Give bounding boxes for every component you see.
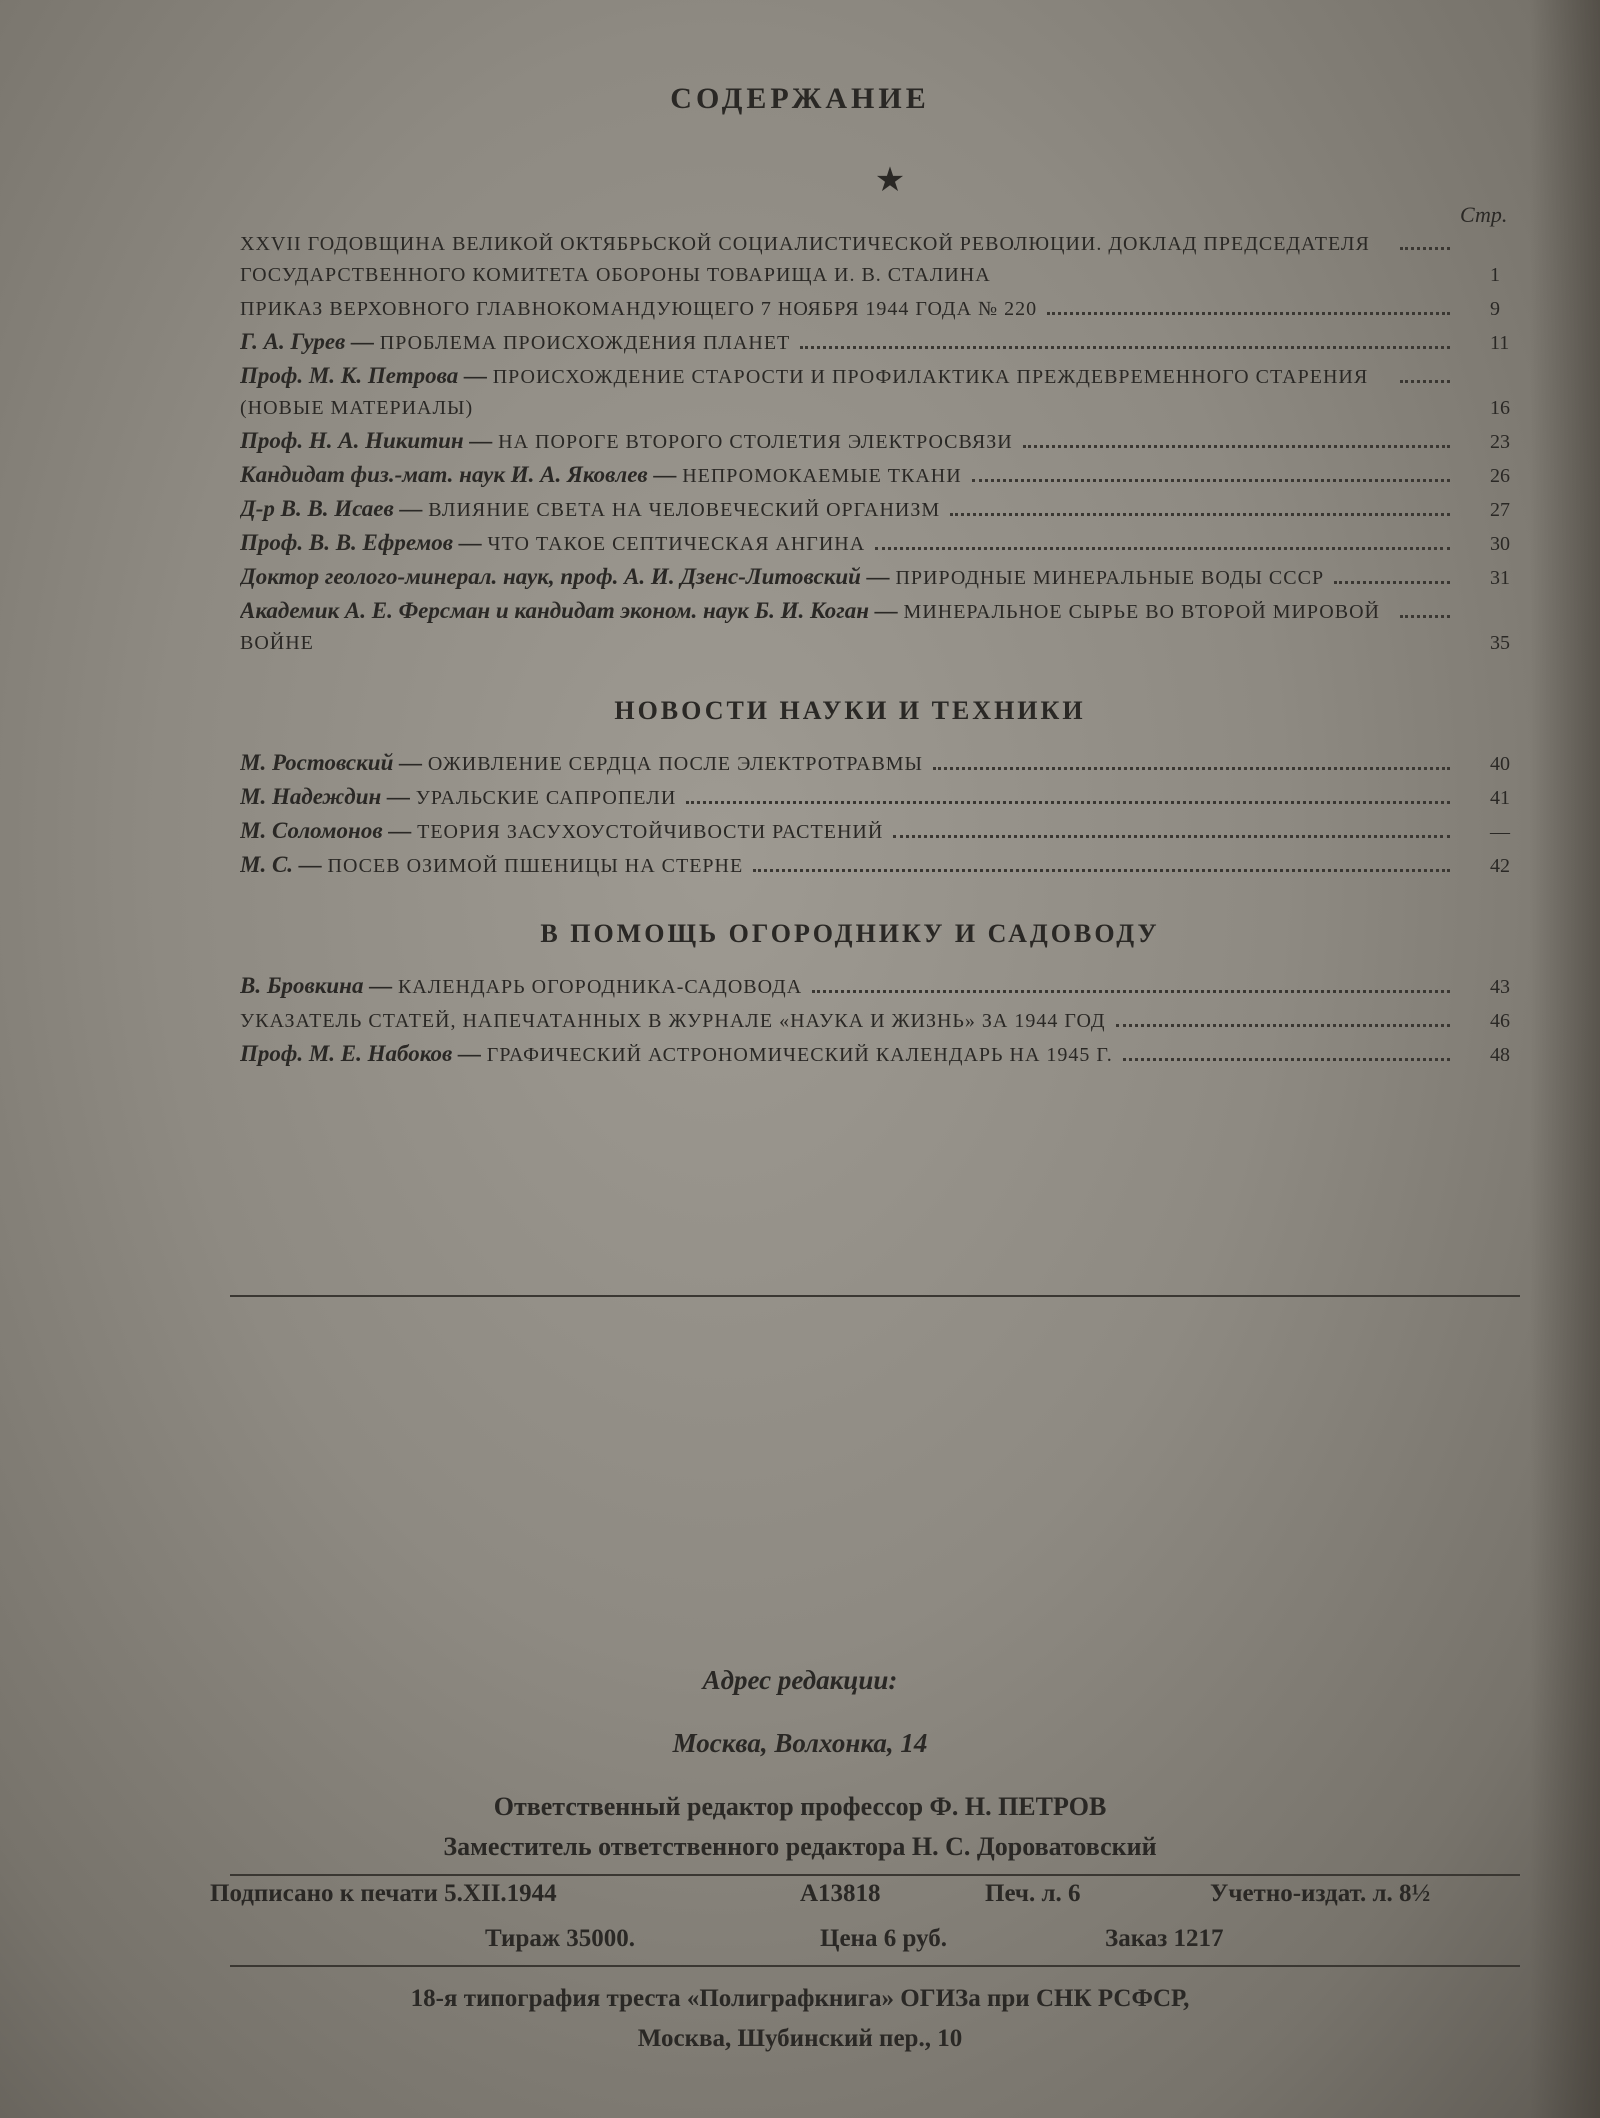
leader-dots bbox=[1334, 581, 1450, 584]
toc-entry-text bbox=[240, 816, 883, 847]
toc-title: XXVII ГОДОВЩИНА ВЕЛИКОЙ ОКТЯБРЬСКОЙ СОЦИАЛИСТИЧЕСКОЙ РЕВОЛЮЦИИ. ДОКЛАД ПРЕДСЕДАТЕЛЯ ГОСУДАРСТВЕННОГО КОМИТЕТА ОБОРОНЫ ТОВАРИЩА И. В. СТАЛИНА bbox=[240, 233, 1370, 286]
toc-entry-text bbox=[240, 971, 802, 1002]
toc-author: Академик А. Е. Ферсман и кандидат эконом. наук Б. И. Коган — bbox=[240, 598, 904, 623]
toc-title: НА ПОРОГЕ ВТОРОГО СТОЛЕТИЯ ЭЛЕКТРОСВЯЗИ bbox=[498, 431, 1013, 453]
leader-dots bbox=[1400, 380, 1450, 383]
toc-entry-text bbox=[240, 528, 865, 559]
imprint-bottom-rule bbox=[230, 1965, 1520, 1967]
toc-author: Кандидат физ.-мат. наук И. А. Яковлев — bbox=[240, 462, 683, 487]
toc-entry-text bbox=[240, 327, 790, 358]
star-icon: ★ bbox=[874, 162, 906, 199]
leader-dots bbox=[933, 767, 1450, 770]
toc-entry bbox=[240, 748, 1510, 779]
leader-dots bbox=[972, 479, 1450, 482]
toc-page-number: 26 bbox=[1490, 465, 1510, 487]
leader-dots bbox=[875, 547, 1450, 550]
toc-author: Проф. В. В. Ефремов — bbox=[240, 530, 488, 555]
toc-entry-text bbox=[240, 460, 962, 491]
toc-entry bbox=[240, 361, 1510, 423]
toc-entry-text bbox=[240, 361, 1390, 423]
toc-title: ПРОИСХОЖДЕНИЕ СТАРОСТИ И ПРОФИЛАКТИКА ПРЕЖДЕВРЕМЕННОГО СТАРЕНИЯ (НОВЫЕ МАТЕРИАЛЫ) bbox=[240, 366, 1369, 419]
toc-entry-text bbox=[240, 494, 940, 525]
address: Москва, Волхонка, 14 bbox=[672, 1728, 928, 1758]
editor-credit: Ответственный редактор профессор Ф. Н. ПЕТРОВ bbox=[493, 1792, 1107, 1821]
toc-title: ОЖИВЛЕНИЕ СЕРДЦА ПОСЛЕ ЭЛЕКТРОТРАВМЫ bbox=[427, 753, 924, 775]
toc-entry bbox=[240, 1005, 1510, 1036]
toc-author: Г. А. Гурев — bbox=[240, 329, 380, 354]
imprint-sheets: Печ. л. 6 bbox=[985, 1880, 1081, 1907]
toc-title: НЕПРОМОКАЕМЫЕ ТКАНИ bbox=[682, 465, 962, 487]
leader-dots bbox=[1400, 247, 1450, 250]
imprint-order: Заказ 1217 bbox=[1105, 1925, 1224, 1952]
leader-dots bbox=[893, 835, 1450, 838]
toc-entry bbox=[240, 816, 1510, 847]
toc-page-number: 31 bbox=[1490, 567, 1510, 589]
toc-entry bbox=[240, 850, 1510, 881]
toc-title: ГРАФИЧЕСКИЙ АСТРОНОМИЧЕСКИЙ КАЛЕНДАРЬ НА 1945 Г. bbox=[486, 1044, 1113, 1066]
leader-dots bbox=[753, 869, 1450, 872]
toc-title: УРАЛЬСКИЕ САПРОПЕЛИ bbox=[415, 787, 677, 809]
toc-page-number: 16 bbox=[1490, 397, 1510, 419]
toc-entry-text bbox=[240, 850, 743, 881]
imprint-signed: Подписано к печати 5.XII.1944 bbox=[210, 1880, 557, 1907]
toc-entry-text bbox=[240, 1005, 1106, 1036]
imprint-run: Тираж 35000. bbox=[485, 1925, 635, 1952]
toc-author: Доктор геолого-минерал. наук, проф. А. И. Дзенс-Литовский — bbox=[240, 564, 896, 589]
toc-page-number: 35 bbox=[1490, 632, 1510, 654]
printer-line-1: 18-я типография треста «Полиграфкнига» ОГИЗа при СНК РСФСР, bbox=[410, 1985, 1190, 2012]
leader-dots bbox=[1047, 312, 1450, 315]
toc-title: ПРИРОДНЫЕ МИНЕРАЛЬНЫЕ ВОДЫ СССР bbox=[895, 567, 1325, 589]
toc-author: Д-р В. В. Исаев — bbox=[240, 496, 429, 521]
leader-dots bbox=[1400, 615, 1450, 618]
toc-title: ПРИКАЗ ВЕРХОВНОГО ГЛАВНОКОМАНДУЮЩЕГО 7 НОЯБРЯ 1944 ГОДА № 220 bbox=[240, 298, 1038, 320]
toc-entry bbox=[240, 782, 1510, 813]
leader-dots bbox=[950, 513, 1450, 516]
toc-entry bbox=[240, 460, 1510, 491]
toc-entry bbox=[240, 228, 1500, 290]
leader-dots bbox=[1123, 1058, 1450, 1061]
toc-entry-text bbox=[240, 228, 1390, 290]
page-column-label: Стр. bbox=[1460, 202, 1508, 227]
toc-entry bbox=[240, 494, 1510, 525]
toc-entry bbox=[240, 971, 1510, 1002]
toc-entry bbox=[240, 426, 1510, 457]
leader-dots bbox=[800, 346, 1450, 349]
toc-entry bbox=[240, 293, 1500, 324]
toc-entry-text bbox=[240, 293, 1037, 324]
toc-page-number: — bbox=[1490, 821, 1510, 843]
toc-entry bbox=[240, 327, 1510, 358]
toc-author: М. Ростовский — bbox=[240, 750, 428, 775]
toc-author: М. Соломонов — bbox=[240, 818, 418, 843]
toc-entry-text bbox=[240, 1039, 1113, 1070]
toc-page-number: 42 bbox=[1490, 855, 1510, 877]
imprint-code: А13818 bbox=[800, 1880, 881, 1907]
toc-title: ВЛИЯНИЕ СВЕТА НА ЧЕЛОВЕЧЕСКИЙ ОРГАНИЗМ bbox=[428, 499, 941, 521]
toc-title: МИНЕРАЛЬНОЕ СЫРЬЕ ВО ВТОРОЙ МИРОВОЙ ВОЙНЕ bbox=[240, 601, 1380, 654]
toc-page-number: 27 bbox=[1490, 499, 1510, 521]
toc-entry-text bbox=[240, 426, 1013, 457]
imprint-top-rule bbox=[230, 1874, 1520, 1876]
toc-entry bbox=[240, 596, 1510, 658]
leader-dots bbox=[812, 990, 1450, 993]
toc-news-section bbox=[240, 748, 1510, 881]
toc-page-number: 23 bbox=[1490, 431, 1510, 453]
imprint-pub-sheets: Учетно-издат. л. 8½ bbox=[1210, 1880, 1431, 1907]
address-label: Адрес редакции: bbox=[702, 1665, 898, 1695]
leader-dots bbox=[1023, 445, 1450, 448]
toc-page-number: 30 bbox=[1490, 533, 1510, 555]
toc-entry bbox=[240, 1039, 1510, 1070]
toc-page-number: 9 bbox=[1490, 298, 1500, 320]
toc-page-number: 40 bbox=[1490, 753, 1510, 775]
toc-page-number: 48 bbox=[1490, 1044, 1510, 1066]
toc-author: Проф. М. К. Петрова — bbox=[240, 363, 493, 388]
section-title-news: НОВОСТИ НАУКИ И ТЕХНИКИ bbox=[614, 696, 1086, 725]
toc-entry bbox=[240, 528, 1510, 559]
toc-author: Проф. Н. А. Никитин — bbox=[240, 428, 499, 453]
toc-title: ТЕОРИЯ ЗАСУХОУСТОЙЧИВОСТИ РАСТЕНИЙ bbox=[417, 821, 884, 843]
toc-author: М. Надеждин — bbox=[240, 784, 416, 809]
leader-dots bbox=[686, 801, 1450, 804]
toc-entry bbox=[240, 562, 1510, 593]
toc-author: В. Бровкина — bbox=[240, 973, 398, 998]
toc-main-section bbox=[240, 228, 1510, 658]
toc-entry-text bbox=[240, 748, 923, 779]
toc-title: КАЛЕНДАРЬ ОГОРОДНИКА-САДОВОДА bbox=[397, 976, 803, 998]
divider-rule bbox=[230, 1295, 1520, 1297]
toc-title: ПОСЕВ ОЗИМОЙ ПШЕНИЦЫ НА СТЕРНЕ bbox=[327, 855, 744, 877]
toc-page-number: 1 bbox=[1490, 264, 1500, 286]
deputy-editor-credit: Заместитель ответственного редактора Н. С. Дороватовский bbox=[443, 1832, 1157, 1861]
leader-dots bbox=[1116, 1024, 1450, 1027]
toc-page-number: 46 bbox=[1490, 1010, 1510, 1032]
toc-entry-text bbox=[240, 596, 1390, 658]
toc-entry-text bbox=[240, 562, 1324, 593]
table-of-contents bbox=[240, 228, 1510, 1073]
toc-title: УКАЗАТЕЛЬ СТАТЕЙ, НАПЕЧАТАННЫХ В ЖУРНАЛЕ «НАУКА И ЖИЗНЬ» ЗА 1944 ГОД bbox=[240, 1010, 1106, 1032]
imprint-price: Цена 6 руб. bbox=[820, 1925, 947, 1952]
toc-title: ЧТО ТАКОЕ СЕПТИЧЕСКАЯ АНГИНА bbox=[487, 533, 866, 555]
toc-page-number: 11 bbox=[1490, 332, 1510, 354]
toc-title: ПРОБЛЕМА ПРОИСХОЖДЕНИЯ ПЛАНЕТ bbox=[379, 332, 791, 354]
printer-line-2: Москва, Шубинский пер., 10 bbox=[637, 2025, 963, 2052]
toc-page-number: 41 bbox=[1490, 787, 1510, 809]
toc-author: М. С. — bbox=[240, 852, 328, 877]
section-title-garden: В ПОМОЩЬ ОГОРОДНИКУ И САДОВОДУ bbox=[540, 919, 1160, 948]
toc-garden-section bbox=[240, 971, 1510, 1070]
toc-page-number: 43 bbox=[1490, 976, 1510, 998]
toc-author: Проф. М. Е. Набоков — bbox=[240, 1041, 487, 1066]
toc-entry-text bbox=[240, 782, 676, 813]
page-title: СОДЕРЖАНИЕ bbox=[670, 82, 930, 115]
